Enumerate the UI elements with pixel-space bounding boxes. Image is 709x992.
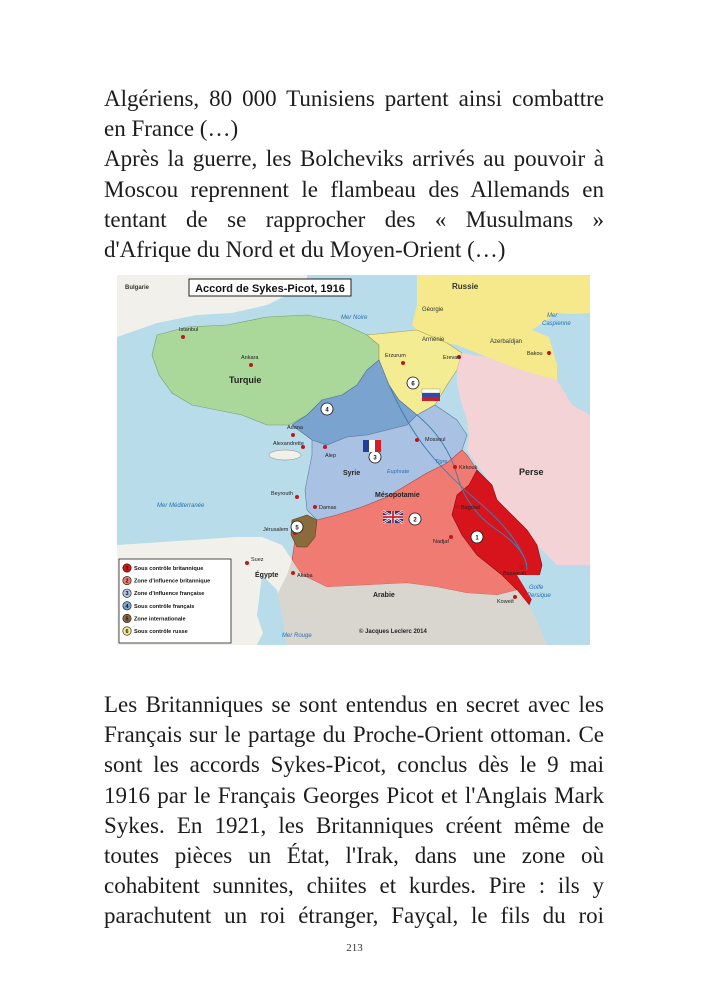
legend-label: Zone d'influence française [134,591,205,598]
label-bagdad: Bagdad [461,505,480,511]
label-tigre: Tigre [435,459,448,465]
label-bassorah: Bassorah [503,571,527,577]
label-suez: Suez [251,557,264,563]
text-line: Les Britanniques se sont entendus en secret avec les [104,692,604,717]
legend-item [123,576,210,584]
map-credit: © Jacques Leclerc 2014 [359,629,427,635]
legend-label: Sous contrôle russe [134,629,188,635]
text-line: Sykes. En 1921, les Britanniques créent même de [104,812,604,838]
text-line: parachutent un roi étranger, Fayçal, le fils du roi [104,903,604,929]
sykes-picot-map [117,275,590,645]
label-erevan: Erevan [443,355,461,361]
label-bulgarie: Bulgarie [125,285,150,291]
city-dot-adana [291,433,295,437]
text-line: 1916 par le Français Georges Picot et l'Anglais Mark [104,782,604,808]
label-arabie: Arabie [373,592,395,599]
label-georgie: Géorgie [422,307,444,313]
city-dot-alep [323,445,327,449]
legend-number: 1 [125,566,129,572]
city-dot-bassorah [519,565,523,569]
legend-number: 5 [125,616,129,623]
legend-label: Sous contrôle britannique [134,566,204,572]
city-dot-beyrouth [295,495,299,499]
city-dot-istanbul [181,335,185,339]
legend-number: 6 [125,629,129,635]
text-line: Français sur le partage du Proche-Orient ottoman. Ce [104,722,604,748]
label-golfe-2: Persique [527,593,551,599]
zone-marker-2: 2 [413,517,417,524]
label-alep: Alep [325,453,337,459]
label-mer-caspienne-1: Mer [547,313,558,319]
zone-marker-1: 1 [475,535,479,542]
text-line: cohabitent sunnites, chiites et kurdes. Pire : ils y [104,873,604,899]
paragraph-bottom [104,690,604,932]
label-alexandrette: Alexandrette [273,441,304,447]
label-syrie: Syrie [343,470,361,477]
city-dot-bagdad [455,505,459,509]
text-line: tentant de se rapprocher des « Musulmans » [104,206,604,232]
text-line: Moscou reprennent le flambeau des Allemands en [104,176,604,202]
city-dot-nadjaf [449,535,453,539]
legend-item [123,564,204,572]
label-erzurum: Erzurum [385,353,406,359]
legend-number: 4 [125,603,129,610]
label-mossoul: Mossoul [425,437,446,443]
zone-marker-3: 3 [373,455,377,462]
city-dot-mossoul [415,438,419,442]
label-adana: Adana [287,425,303,431]
label-mesopotamie: Mésopotamie [375,492,420,499]
legend-label: Zone internationale [134,616,186,623]
label-ankara: Ankara [241,355,259,361]
city-dot-bakou [547,351,551,355]
legend-item [123,602,195,610]
city-dot-ankara [249,363,253,367]
text-line: en France (…) [104,116,239,142]
label-damas: Damas [319,505,337,511]
legend-item [123,589,205,597]
city-dot-erzurum [401,361,405,365]
label-bakou: Bakou [527,351,543,357]
flag-france [363,440,381,452]
label-nadjaf: Nadjaf [433,539,449,545]
text-line: d'Afrique du Nord et du Moyen-Orient (…) [104,237,506,263]
label-euphrate: Euphrate [387,469,410,475]
label-jerusalem: Jérusalem [263,527,289,533]
text-line: Après la guerre, les Bolcheviks arrivés au pouvoir à [104,146,604,172]
flag-united-kingdom [383,511,403,523]
zone-marker-5: 5 [295,525,299,532]
label-koweit: Koweït [497,599,514,605]
zone-marker-6: 6 [411,381,415,388]
label-golfe-1: Golfe [529,585,544,591]
label-perse: Perse [519,467,544,477]
label-kirkouk: Kirkouk [459,465,478,471]
label-azerbaidjan: Azerbaïdjan [490,339,523,345]
city-dot-akaba [291,571,295,575]
label-mer-rouge: Mer Rouge [282,633,312,639]
city-dot-kirkouk [453,465,457,469]
legend-number: 3 [125,591,129,598]
paragraph-top [104,84,604,265]
label-beyrouth: Beyrouth [271,491,294,497]
legend-label: Zone d'influence britannique [134,578,211,585]
text-line: Algériens, 80 000 Tunisiens partent ainsi combattre [104,86,604,111]
map-title: Accord de Sykes-Picot, 1916 [195,283,345,295]
label-mer-mediterranee: Mer Méditerranée [157,503,205,509]
city-dot-damas [313,505,317,509]
label-istanbul: Istanbul [179,327,199,333]
label-mer-caspienne-2: Caspienne [542,321,571,327]
text-line: toutes pièces un État, l'Irak, dans une zone où [104,843,604,869]
label-egypte: Égypte [255,572,279,579]
label-armenie: Arménie [422,337,445,343]
zone-marker-4: 4 [325,407,329,414]
text-line: sont les accords Sykes-Picot, conclus dès le 9 mai [104,752,604,778]
label-turquie: Turquie [229,375,262,385]
legend-label: Sous contrôle français [134,603,195,610]
label-russie: Russie [452,282,479,291]
page-number: 213 [346,942,363,954]
cyprus-island [269,450,301,460]
flag-russia [422,389,440,401]
label-mer-noire: Mer Noire [341,315,368,321]
label-akaba: Akaba [297,573,313,579]
legend-number: 2 [125,578,129,585]
city-dot-suez [245,561,249,565]
